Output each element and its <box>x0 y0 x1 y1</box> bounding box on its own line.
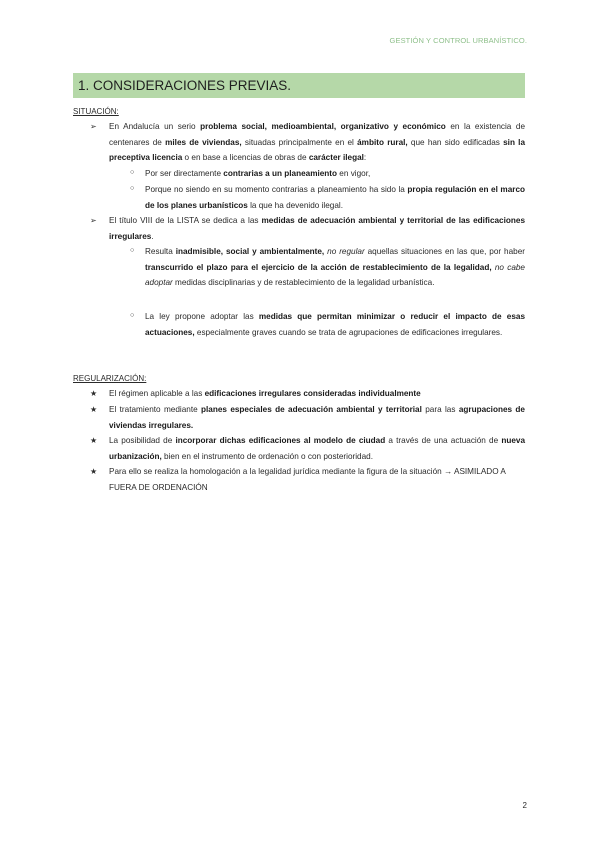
paragraph-situacion-1: En Andalucía un serio problema social, medioambiental, organizativo y económico en la existencia de centenares de miles de viviendas, situadas principalmente en el ámbito rural, que han sido edificadas sin la preceptiva licencia o en base a licencias de obras de carácter ilegal: <box>109 122 526 163</box>
paragraph-situacion-1b: Porque no siendo en su momento contrarias a planeamiento ha sido la propia regulación en el marco de los planes urbanísticos la que ha devenido ilegal. <box>145 185 525 210</box>
circle-bullet-icon: ○ <box>130 312 135 319</box>
arrow-bullet-icon: ➢ <box>90 122 97 131</box>
star-bullet-icon: ★ <box>90 436 98 445</box>
paragraph-regularizacion-4: Para ello se realiza la homologación a la legalidad jurídica mediante la figura de la situación → ASIMILADO A FUERA DE ORDENACIÓN <box>109 467 506 492</box>
circle-bullet-icon: ○ <box>130 185 135 192</box>
star-bullet-icon: ★ <box>90 405 98 414</box>
paragraph-situacion-1a: Por ser directamente contrarias a un planeamiento en vigor, <box>145 169 371 178</box>
star-bullet-icon: ★ <box>90 389 98 398</box>
page-number: 2 <box>522 801 527 810</box>
paragraph-situacion-2a: Resulta inadmisible, social y ambientalmente, no regular aquellas situaciones en las que, por haber transcurrido el plazo para el ejercicio de la acción de restablecimiento de la legalidad, no cabe adoptar medidas disciplinarias y de restablecimiento de la legalidad urbanística. <box>145 247 525 288</box>
running-header: GESTIÓN Y CONTROL URBANÍSTICO. <box>389 36 527 45</box>
section-title: 1. CONSIDERACIONES PREVIAS. <box>78 78 292 93</box>
paragraph-regularizacion-2: El tratamiento mediante planes especiales de adecuación ambiental y territorial para las agrupaciones de viviendas irregulares. <box>109 405 525 430</box>
paragraph-regularizacion-1: El régimen aplicable a las edificaciones irregulares consideradas individualmente <box>109 389 421 398</box>
paragraph-situacion-2b: La ley propone adoptar las medidas que permitan minimizar o reducir el impacto de esas actuaciones, especialmente graves cuando se trata de agrupaciones de edificaciones irregulares. <box>145 312 526 337</box>
circle-bullet-icon: ○ <box>130 169 135 176</box>
paragraph-regularizacion-3: La posibilidad de incorporar dichas edificaciones al modelo de ciudad a través de una actuación de nueva urbanización, bien en el instrumento de ordenación o con posterioridad. <box>109 436 525 461</box>
star-bullet-icon: ★ <box>90 467 98 476</box>
circle-bullet-icon: ○ <box>130 247 135 254</box>
subheading-regularizacion: REGULARIZACIÓN: <box>73 374 147 383</box>
subheading-situacion: SITUACIÓN: <box>73 107 119 116</box>
paragraph-situacion-2: El título VIII de la LISTA se dedica a las medidas de adecuación ambiental y territorial de las edificaciones irregulares. <box>109 216 525 241</box>
arrow-bullet-icon: ➢ <box>90 216 97 225</box>
section-title-bar <box>73 73 525 98</box>
